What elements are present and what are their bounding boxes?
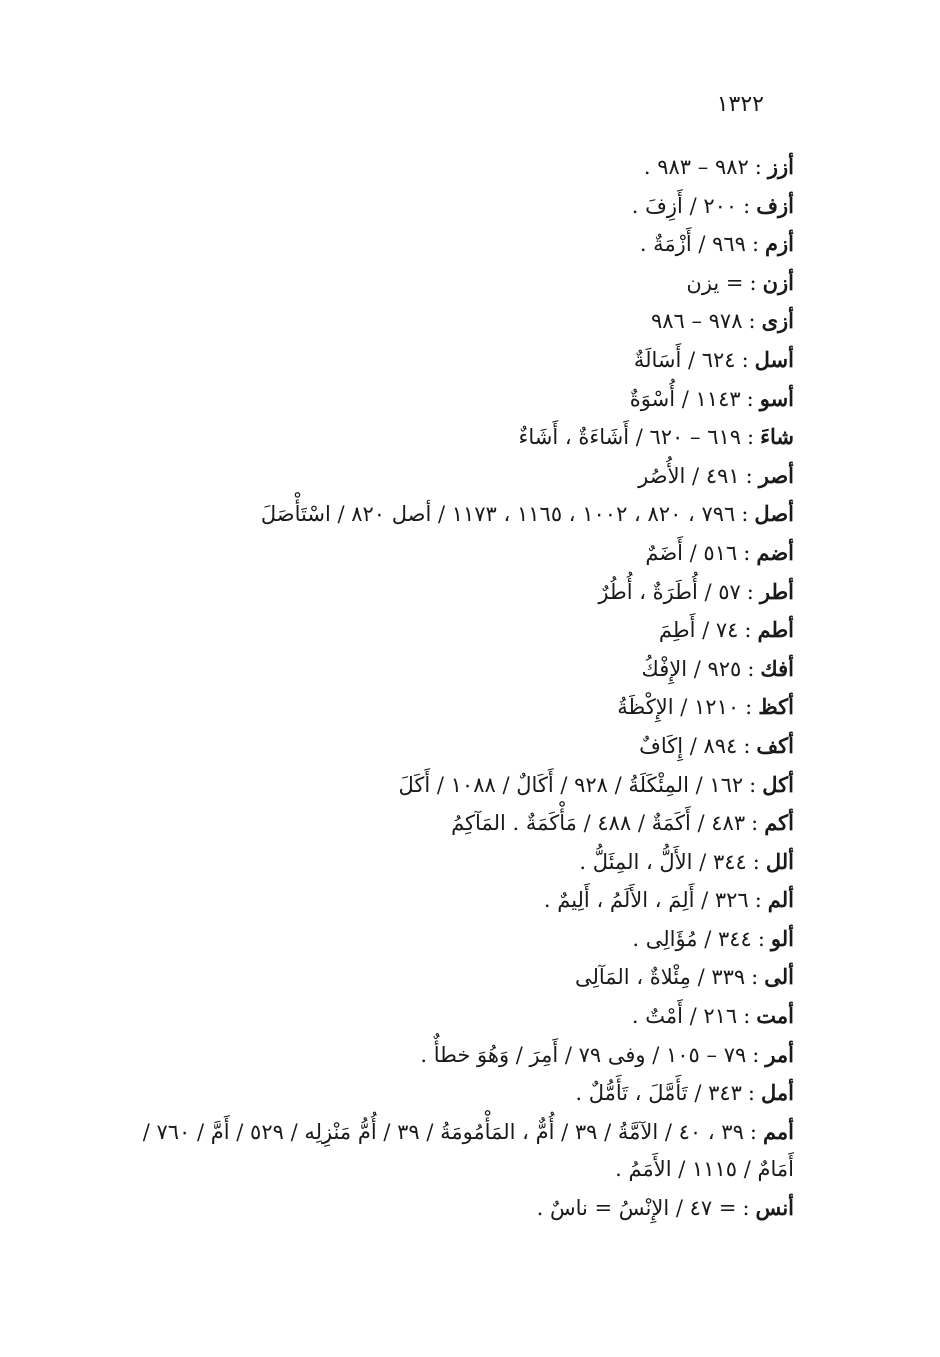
index-entry: ألم:٣٢٦ / أَلِمَ ، الأَلَمُ ، أَلِيمٌ . <box>543 887 794 913</box>
entry-text: ٢٠٠ / أَزِفَ . <box>631 193 738 218</box>
entry-text: ٩٦٩ / أَزْمَةٌ . <box>639 232 746 257</box>
index-entry: أزن:= يزن <box>686 269 794 295</box>
index-entry: أصل:٧٩٦ ، ٨٢٠ ، ١٠٠٢ ، ١١٦٥ ، ١١٧٣ / أصل ٨٢٠ / اسْتَأْصَلَ <box>260 501 794 527</box>
entry-root: أكف <box>756 732 794 758</box>
entry-text: ٣٤٤ / مُؤَالِى . <box>632 926 752 951</box>
entry-root: أزز <box>767 154 794 179</box>
entry-text: ٧٩٦ ، ٨٢٠ ، ١٠٠٢ ، ١١٦٥ ، ١١٧٣ / أصل ٨٢٠ / اسْتَأْصَلَ <box>260 502 736 527</box>
index-entry: أمت:٢١٦ / أَمْتٌ . <box>631 1003 794 1029</box>
entry-text: ٣٣٩ / مِئْلاةٌ ، المَآلِى <box>574 965 746 990</box>
entry-root: أزن <box>762 269 794 295</box>
index-entry: ألل:٣٤٤ / الأَلُّ ، المِئَلُّ . <box>579 848 794 874</box>
entry-root: أزى <box>761 308 794 334</box>
index-entry: ألو:٣٤٤ / مُؤَالِى . <box>632 925 794 951</box>
entry-text: = ٤٧ / الإِنْسُ = ناسٌ . <box>536 1196 737 1221</box>
entry-text: ٧٤ / أَطِمَ <box>658 618 739 643</box>
index-entry: أمر:٧٩ – ١٠٥ / وفى ٧٩ / أَمِرَ / وَهُوَ خطأٌ . <box>420 1041 794 1067</box>
index-entry: أكم:٤٨٣ / أَكَمَةٌ / ٤٨٨ / مَأْكَمَةٌ . المَآكِمُ <box>451 810 794 836</box>
index-entry: أسل:٦٢٤ / أَسَالَةٌ <box>633 346 794 372</box>
entry-root: أكم <box>764 810 794 836</box>
index-entry: أنس:= ٤٧ / الإِنْسُ = ناسٌ . <box>536 1195 794 1221</box>
index-entry: أمل:٣٤٣ / تَأَمَّلَ ، تَأَمُّلٌ . <box>575 1080 794 1106</box>
entry-text: ٩٨٢ – ٩٨٣ . <box>643 155 749 179</box>
entry-root: أمل <box>761 1080 794 1106</box>
entry-root: ألى <box>764 964 794 990</box>
entry-root: شاءَ <box>760 424 794 450</box>
entry-root: أصل <box>754 501 794 527</box>
index-entry: أزف:٢٠٠ / أَزِفَ . <box>631 192 794 218</box>
index-entry: أمم:٣٩ ، ٤٠ / الآمَّةُ / ٣٩ / أُمٌّ ، المَأْمُومَةُ / ٣٩ / أُمُّ مَنْزِلِه / ٥٢٩ / أَمَّ / ٧٦٠ / أَمَامٌ / ١١١٥ / الأَمَمُ . <box>142 1118 794 1182</box>
entry-root: أضم <box>756 539 794 565</box>
entry-text: ١١٤٣ / أُسْوَةٌ <box>629 386 741 411</box>
entry-text: ٤٩١ / الأُصُر <box>638 463 740 488</box>
entry-text: ٩٢٥ / الإِفْكُ <box>641 656 742 681</box>
entry-text: ٢١٦ / أَمْتٌ . <box>631 1004 738 1029</box>
entry-text: ٩٧٨ – ٩٨٦ <box>650 309 743 334</box>
entry-root: أمت <box>756 1003 794 1029</box>
entry-text: ١٢١٠ / الإِكْظَةُ <box>617 695 740 720</box>
entry-text: = يزن <box>686 270 744 295</box>
entry-text: ٤٨٣ / أَكَمَةٌ / ٤٨٨ / مَأْكَمَةٌ . المَآكِمُ <box>451 811 746 836</box>
entry-text: ٦١٩ – ٦٢٠ / أَشَاءَةٌ ، أَشَاءٌ <box>518 425 742 450</box>
entry-text: ٧٩ – ١٠٥ / وفى ٧٩ / أَمِرَ / وَهُوَ خطأٌ . <box>420 1042 747 1067</box>
index-entry: شاءَ:٦١٩ – ٦٢٠ / أَشَاءَةٌ ، أَشَاءٌ <box>518 424 794 450</box>
entry-root: أمم <box>762 1118 794 1144</box>
entry-root: أكل <box>762 771 794 797</box>
entry-root: أسل <box>754 346 794 372</box>
entry-root: ألم <box>767 887 794 913</box>
index-entry: أزم:٩٦٩ / أَزْمَةٌ . <box>639 231 794 257</box>
index-entry: أسو:١١٤٣ / أُسْوَةٌ <box>629 385 794 411</box>
index-entry: ألى:٣٣٩ / مِئْلاةٌ ، المَآلِى <box>574 964 794 990</box>
entry-text: ٥١٦ / أَضَمٌ <box>645 540 738 565</box>
index-entry: أزى:٩٧٨ – ٩٨٦ <box>650 308 794 334</box>
entry-root: أفك <box>760 655 794 681</box>
index-entry: أكظ:١٢١٠ / الإِكْظَةُ <box>617 694 794 720</box>
entry-text: ٣٤٣ / تَأَمَّلَ ، تَأَمُّلٌ . <box>575 1081 742 1106</box>
entry-root: أزم <box>765 231 794 257</box>
index-entry: أطر:٥٧ / أُطَرَةٌ ، أُطُرٌ <box>598 578 794 604</box>
index-entry: أكف:٨٩٤ / إِكَافٌ <box>639 732 794 758</box>
entry-root: أطم <box>757 617 794 643</box>
entry-root: أنس <box>755 1195 794 1221</box>
entry-text: ٦٢٤ / أَسَالَةٌ <box>633 347 736 372</box>
page-number: ١٣٢٢ <box>716 92 764 117</box>
entry-text: ٥٧ / أُطَرَةٌ ، أُطُرٌ <box>598 579 741 604</box>
entry-root: أصر <box>758 462 794 488</box>
entry-text: ٨٩٤ / إِكَافٌ <box>639 733 738 758</box>
index-entry: أكل:١٦٢ / المِئْكَلَةُ / ٩٢٨ / أَكَالٌ / ١٠٨٨ / أَكَلَ <box>398 771 794 797</box>
entry-text: ٣٤٤ / الأَلُّ ، المِئَلُّ . <box>579 849 747 874</box>
entry-root: ألو <box>770 925 794 951</box>
entry-root: أكظ <box>758 694 794 720</box>
index-entry-list <box>114 148 794 1228</box>
entry-text: ١٦٢ / المِئْكَلَةُ / ٩٢٨ / أَكَالٌ / ١٠٨٨ / أَكَلَ <box>398 772 744 797</box>
entry-text: ٣٩ ، ٤٠ / الآمَّةُ / ٣٩ / أُمٌّ ، المَأْمُومَةُ / ٣٩ / أُمُّ مَنْزِلِه / ٥٢٩ / أَمَّ / ٧٦٠ / أَمَامٌ / ١١١٥ / الأَمَمُ . <box>142 1119 794 1182</box>
index-entry: أضم:٥١٦ / أَضَمٌ <box>645 539 794 565</box>
index-entry: أصر:٤٩١ / الأُصُر <box>638 462 794 488</box>
entry-root: أسو <box>759 385 794 411</box>
entry-root: أطر <box>759 578 794 604</box>
entry-root: أزف <box>756 192 794 218</box>
entry-root: ألل <box>765 848 794 874</box>
entry-root: أمر <box>765 1041 794 1067</box>
entry-text: ٣٢٦ / أَلِمَ ، الأَلَمُ ، أَلِيمٌ . <box>543 888 749 913</box>
index-entry: أطم:٧٤ / أَطِمَ <box>658 617 794 643</box>
index-entry: أفك:٩٢٥ / الإِفْكُ <box>641 655 794 681</box>
index-entry: أزز:٩٨٢ – ٩٨٣ . <box>643 154 794 179</box>
